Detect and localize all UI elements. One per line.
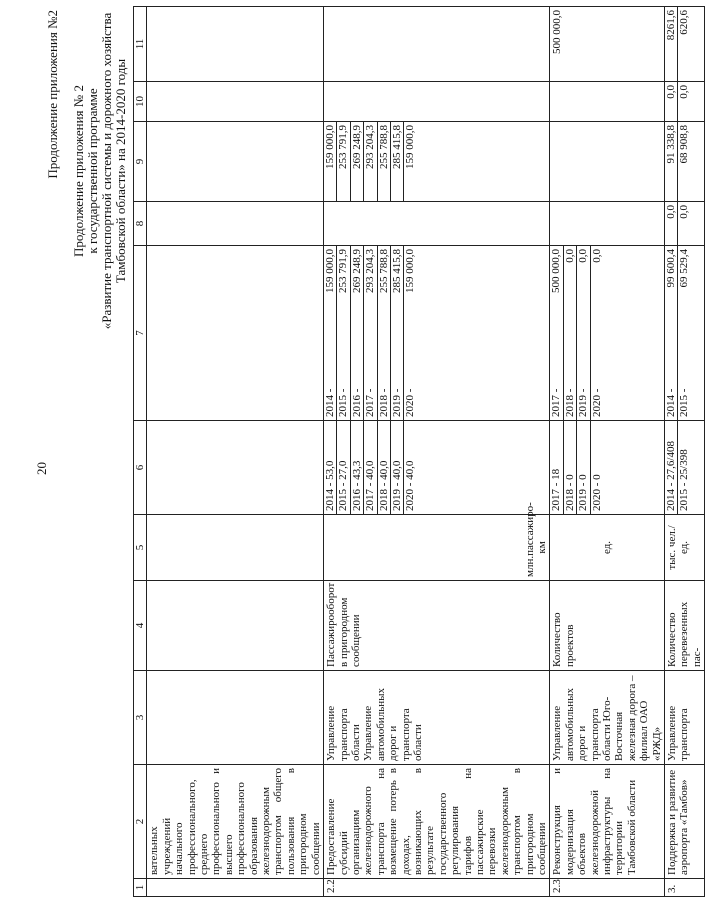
indicator-value: 2018 - 40,0 <box>378 421 391 514</box>
indicator: Количество перевезенных пас- <box>665 581 705 671</box>
budget-value: 253 791,9 <box>337 122 350 201</box>
unit: тыс. чел./ ед. <box>665 515 705 581</box>
col-header: 7 <box>134 246 147 421</box>
measure-name: Предоставление субсидий организациям железнодорожного транспорта на возмещение потерь в доходах, возникающих в результате государственного регулирования тарифов на пассажирские перевозки железнодорожным транспортом в пригородном сообщении <box>324 765 550 879</box>
funding-entry <box>591 246 603 420</box>
program-table <box>133 6 705 897</box>
unit: ед. <box>550 515 665 581</box>
measure-name: Поддержка и развитие аэропорта «Тамбов» <box>665 765 705 879</box>
header-row <box>134 7 147 897</box>
col-header: 6 <box>134 421 147 515</box>
funding-amount: 0,0 <box>577 249 590 263</box>
funding-amount: 500 000,0 <box>550 249 563 293</box>
col-header: 5 <box>134 515 147 581</box>
funding-amount: 269 248,9 <box>350 249 363 293</box>
table-row <box>550 7 665 897</box>
funding-amount: 285 415,8 <box>391 249 404 293</box>
budget-value: 68 908,8 <box>678 125 691 164</box>
funding-year: 2018 - <box>377 388 390 417</box>
extra-budget-value: 500 000,0 <box>550 7 665 82</box>
funding-amount: 159 000,0 <box>404 249 417 293</box>
appendix-header <box>72 6 128 336</box>
budget-value: 620,6 <box>678 10 691 35</box>
funding-year: 2016 - <box>350 388 363 417</box>
appendix-line: к государственной программе <box>85 88 100 254</box>
funding-entry <box>391 246 404 420</box>
col-header: 11 <box>134 7 147 82</box>
funding-entry <box>564 246 577 420</box>
local-budget-values <box>665 82 705 122</box>
table-row <box>324 7 550 897</box>
responsible: Управление автомобильных дорог и транспорта области Юго-Восточная железная дорога – филиал ОАО «РЖД» <box>550 671 665 765</box>
indicator-value: 2019 - 40,0 <box>391 421 404 514</box>
responsible: Управление транспорта <box>665 671 705 765</box>
indicator-value: 2019 - 0 <box>577 421 590 514</box>
funding-year: 2020 - <box>404 388 417 417</box>
budget-value: 0,0 <box>665 82 678 121</box>
budget-value: 0,0 <box>678 85 691 99</box>
budget-value: 0,0 <box>665 202 678 245</box>
indicator-value: 2017 - 18 <box>550 421 563 514</box>
funding-entry <box>550 246 563 420</box>
responsible: Управление транспорта области Управление автомобильных дорог и транспорта области <box>324 671 550 765</box>
funding-entry <box>378 246 391 420</box>
page-number: 20 <box>34 462 49 475</box>
regional-budget-values <box>324 122 550 202</box>
indicator-values <box>324 421 550 515</box>
budget-value: 285 415,8 <box>391 122 404 201</box>
row-number: 2.3 <box>550 879 665 897</box>
funding-amount: 159 000,0 <box>324 249 337 293</box>
funding-year: 2015 - <box>678 388 691 417</box>
continuation-title: Продолжение приложения №2 <box>45 10 60 179</box>
funding-entry <box>337 246 350 420</box>
indicator-value: 2020 - 40,0 <box>404 460 417 511</box>
table-row <box>665 7 705 897</box>
funding-values <box>550 246 665 421</box>
funding-amount: 293 204,3 <box>364 249 377 293</box>
funding-entry <box>324 246 337 420</box>
col-header: 4 <box>134 581 147 671</box>
funding-year: 2015 - <box>337 388 350 417</box>
col-header: 8 <box>134 202 147 246</box>
funding-year: 2017 - <box>550 388 563 417</box>
measure-name: вательных учреждений начального профессионального, среднего профессионального и высшего профессионального образования железнодорожным транспортом общего пользования в пригородном сообщении <box>147 765 324 879</box>
indicator-value: 2015 - 27,0 <box>337 421 350 514</box>
funding-amount: 253 791,9 <box>337 249 350 293</box>
regional-budget-values <box>665 122 705 202</box>
budget-value: 293 204,3 <box>364 122 377 201</box>
funding-year: 2018 - <box>563 388 576 417</box>
funding-year: 2019 - <box>391 388 404 417</box>
indicator-value: 2014 - 27,6/408 <box>665 421 678 514</box>
budget-value: 159 000,0 <box>324 122 337 201</box>
col-header: 3 <box>134 671 147 765</box>
budget-value: 159 000,0 <box>404 125 417 169</box>
budget-value: 255 788,8 <box>378 122 391 201</box>
indicator-value: 2020 - 0 <box>590 474 603 511</box>
funding-year: 2020 - <box>590 388 603 417</box>
indicator-values <box>665 421 705 515</box>
funding-amount: 0,0 <box>563 249 576 263</box>
row-number: 3. <box>665 879 705 897</box>
funding-entry <box>364 246 377 420</box>
funding-year: 2014 - <box>665 388 678 417</box>
col-header: 9 <box>134 122 147 202</box>
budget-value: 269 248,9 <box>351 122 364 201</box>
unit: млн.пассажиро-км <box>324 515 550 581</box>
indicator-value: 2015 - 25/398 <box>678 449 691 511</box>
funding-year: 2014 - <box>324 388 337 417</box>
row-number: 2.2 <box>324 879 550 897</box>
funding-entry <box>404 246 416 420</box>
col-header: 10 <box>134 82 147 122</box>
indicator-values <box>550 421 665 515</box>
indicator-value: 2014 - 53,0 <box>324 421 337 514</box>
funding-year: 2017 - <box>364 388 377 417</box>
appendix-line: Продолжение приложения № 2 <box>71 85 86 257</box>
budget-value: 8261,6 <box>665 7 678 81</box>
funding-year: 2019 - <box>577 388 590 417</box>
budget-value: 91 338,8 <box>665 122 678 201</box>
col-header: 2 <box>134 765 147 879</box>
indicator: Количество проектов <box>550 581 665 671</box>
budget-value: 0,0 <box>678 205 691 219</box>
indicator-value: 2017 - 40,0 <box>364 421 377 514</box>
indicator-value: 2018 - 0 <box>564 421 577 514</box>
funding-amount: 69 529,4 <box>678 249 691 288</box>
appendix-line: Тамбовской области» на 2014-2020 годы <box>113 58 128 284</box>
funding-entry <box>665 246 678 420</box>
funding-entry <box>678 246 690 420</box>
funding-values <box>324 246 550 421</box>
funding-entry <box>351 246 364 420</box>
extra-budget-values <box>665 7 705 82</box>
appendix-line: «Развитие транспортной системы и дорожного хозяйства <box>99 12 114 330</box>
funding-entry <box>577 246 590 420</box>
funding-amount: 99 600,4 <box>665 249 678 288</box>
funding-values <box>665 246 705 421</box>
federal-budget-values <box>665 202 705 246</box>
indicator-value: 2016 - 43,3 <box>351 421 364 514</box>
funding-amount: 0,0 <box>590 249 603 263</box>
funding-amount: 255 788,8 <box>377 249 390 293</box>
indicator: Пассажирооборот в пригородном сообщении <box>324 581 550 671</box>
table-row <box>147 7 324 897</box>
measure-name: Реконструкция и модернизация объектов железнодорожной инфраструктуры на территории Тамбовской области <box>550 765 665 879</box>
col-header: 1 <box>134 879 147 897</box>
